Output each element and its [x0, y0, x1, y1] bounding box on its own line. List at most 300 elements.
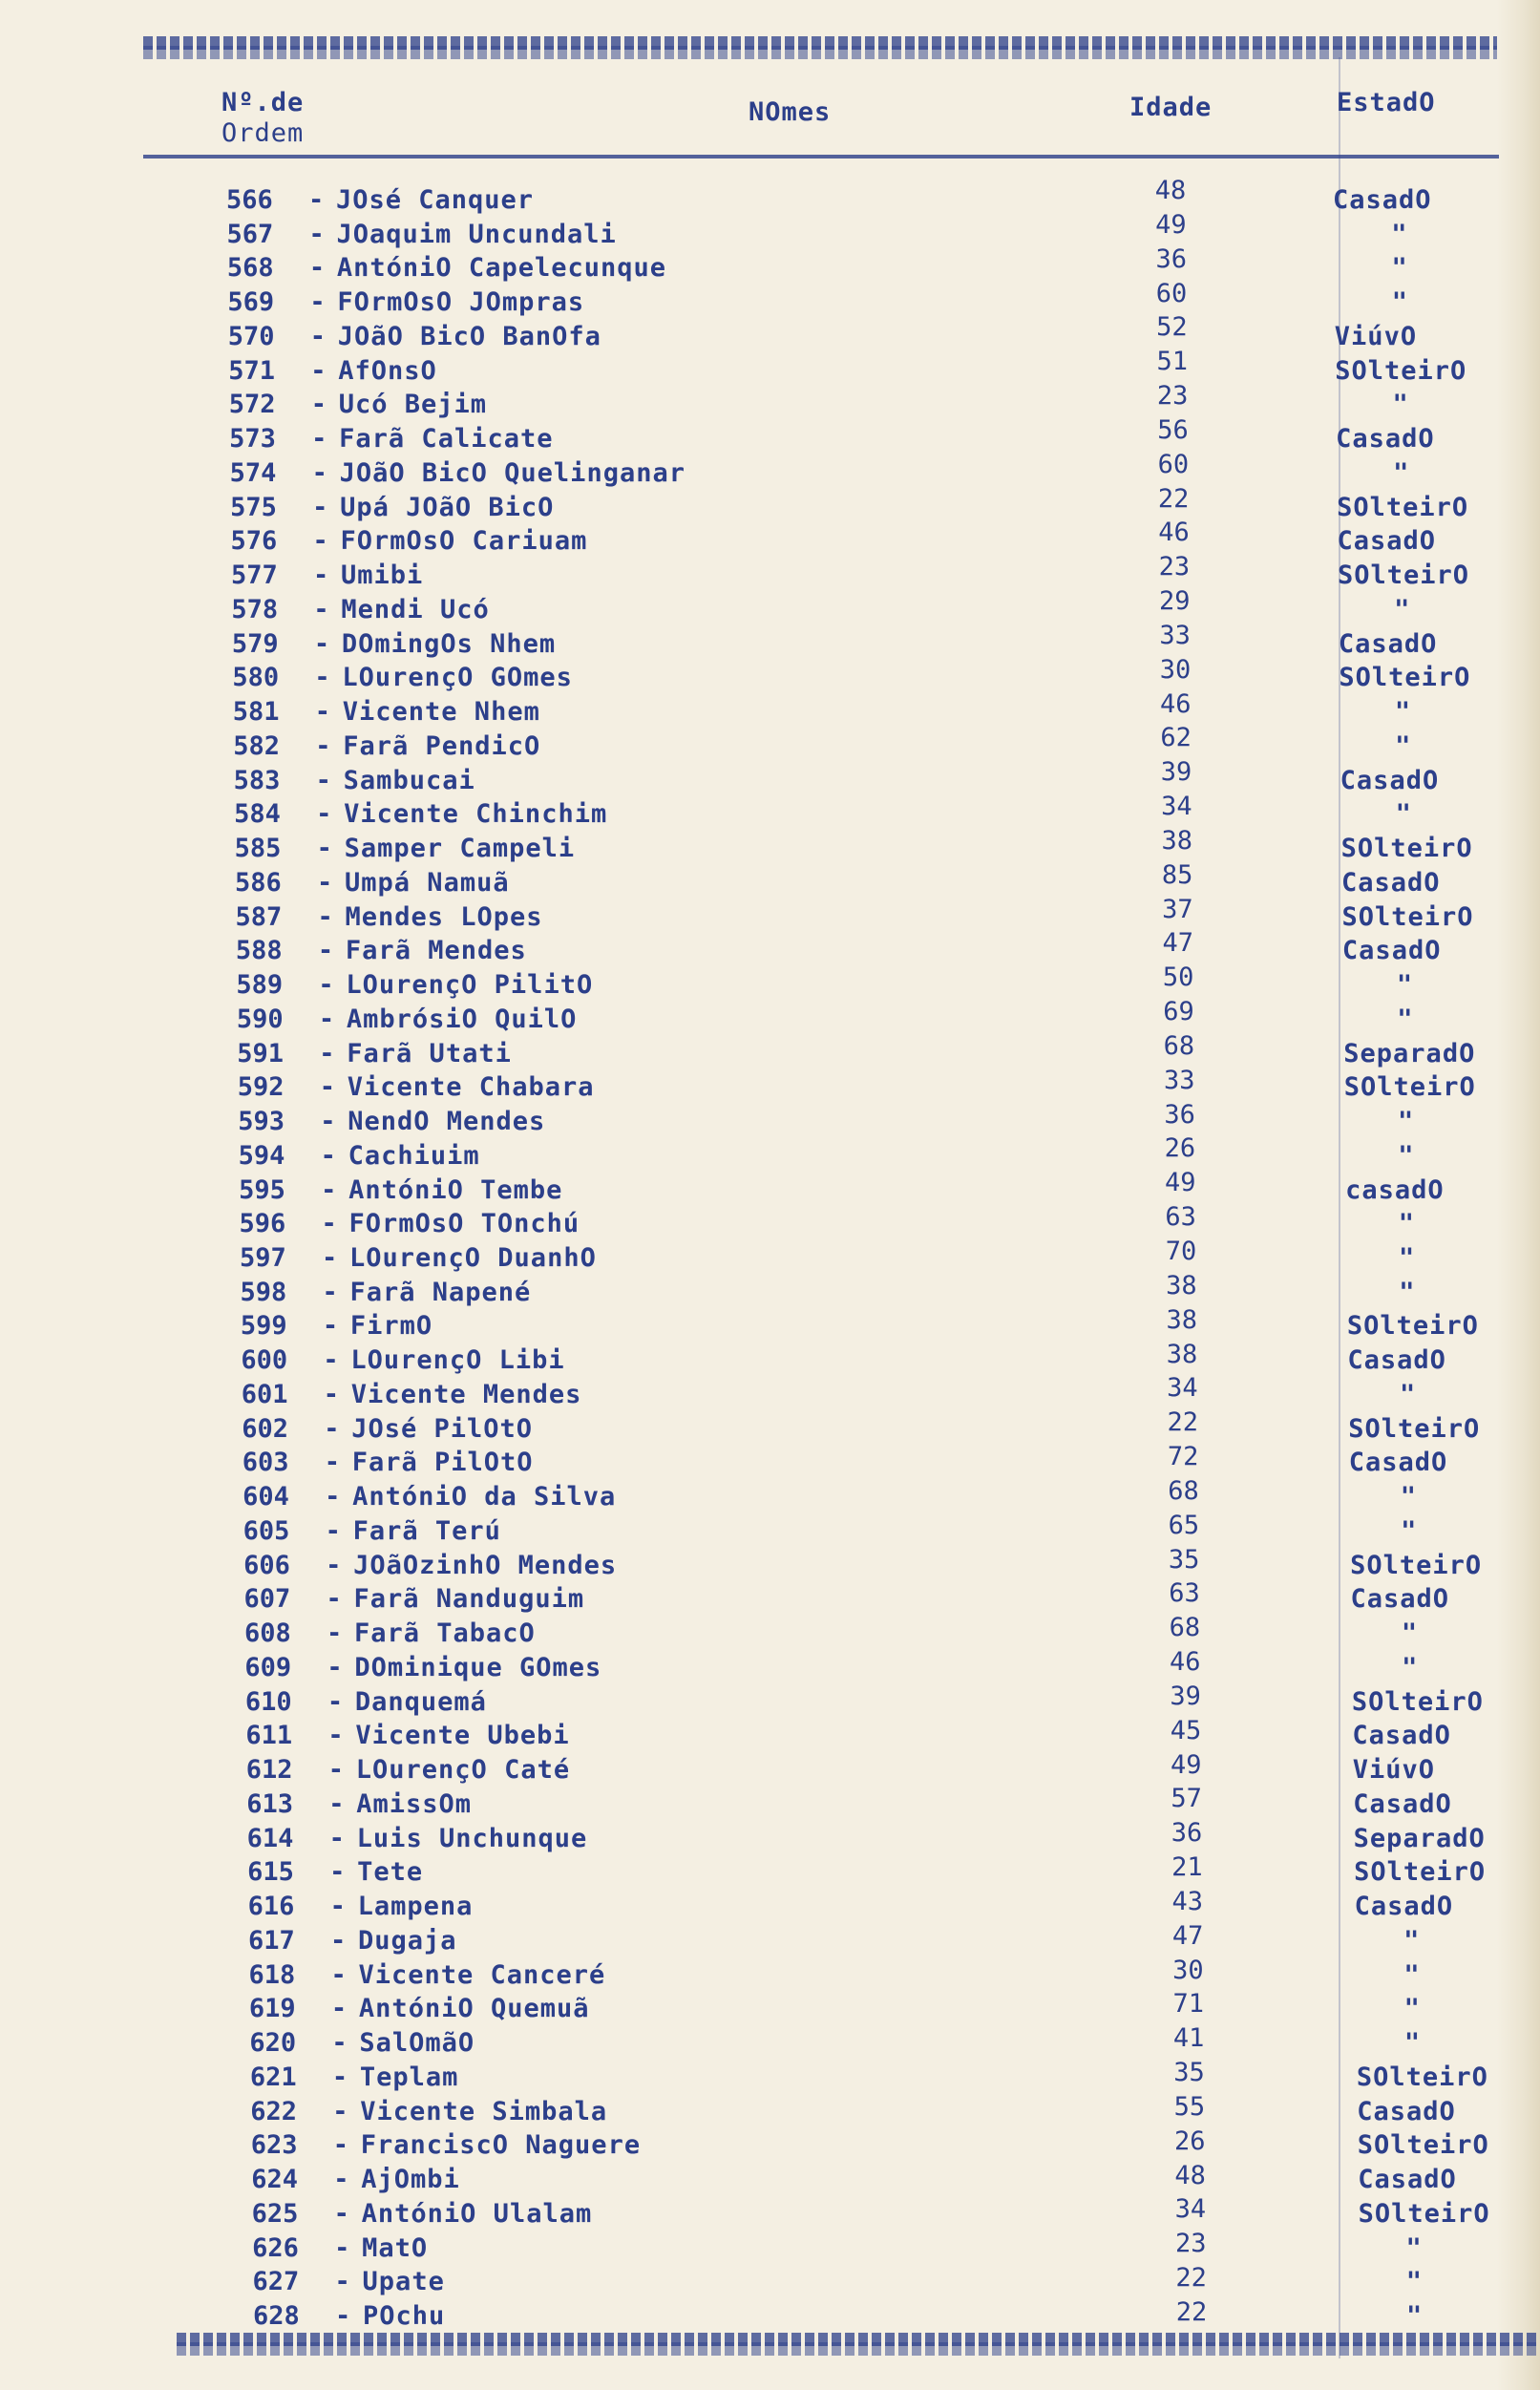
row-number: 601	[241, 1379, 288, 1409]
row-dash: -	[308, 219, 325, 249]
row-number: 604	[243, 1482, 289, 1512]
row-dash: -	[325, 1515, 341, 1546]
row-age: 30	[1159, 654, 1192, 685]
table-row	[0, 723, 1540, 764]
row-dash: -	[327, 1686, 344, 1717]
table-row	[0, 1099, 1540, 1139]
row-name: Lampena	[357, 1892, 474, 1922]
row-dash: -	[324, 1448, 340, 1478]
row-number: 613	[246, 1788, 293, 1819]
row-status: CasadO	[1354, 1892, 1454, 1922]
row-number: 588	[235, 936, 283, 966]
row-number: 611	[245, 1721, 293, 1751]
row-name: Teplam	[359, 2062, 459, 2092]
row-name: Farã Calicate	[339, 424, 554, 455]
table-row	[0, 414, 1540, 456]
row-dash: -	[333, 2165, 349, 2195]
row-age: 50	[1162, 962, 1194, 993]
row-age: 71	[1172, 1989, 1205, 2020]
row-number: 579	[231, 628, 279, 659]
row-number: 587	[235, 901, 283, 932]
row-dash: -	[318, 970, 334, 1001]
row-dash: -	[312, 492, 328, 522]
row-number: 610	[244, 1686, 292, 1717]
row-age: 63	[1165, 1202, 1196, 1233]
row-dash: -	[322, 1243, 338, 1273]
row-dash: -	[312, 526, 328, 557]
row-status: CasadO	[1341, 936, 1442, 966]
row-name: JOaquim Uncundali	[336, 219, 617, 249]
row-dash: -	[314, 697, 331, 728]
row-age: 51	[1156, 347, 1189, 377]
header-number-line2: Ordem	[222, 118, 305, 148]
row-dash: -	[327, 1652, 343, 1682]
row-age: 63	[1169, 1578, 1200, 1609]
row-status: CasadO	[1347, 1345, 1446, 1376]
row-status: SOlteirO	[1343, 1072, 1476, 1103]
table-row	[0, 1886, 1540, 1924]
row-age: 22	[1175, 2297, 1208, 2327]
row-dash: -	[321, 1174, 337, 1205]
table-row	[0, 586, 1540, 627]
row-name: Tete	[357, 1857, 424, 1888]
row-age: 69	[1163, 997, 1194, 1027]
row-number: 607	[243, 1584, 291, 1615]
row-number: 592	[237, 1072, 285, 1103]
row-name: Farã Napené	[349, 1277, 532, 1307]
row-dash: -	[329, 1857, 346, 1888]
row-age: 47	[1171, 1920, 1204, 1951]
table-row	[0, 1613, 1540, 1651]
row-status: "	[1394, 594, 1411, 624]
row-age: 33	[1163, 1065, 1195, 1095]
row-age: 57	[1171, 1784, 1202, 1814]
row-number: 616	[247, 1892, 295, 1922]
row-status: CasadO	[1341, 867, 1441, 898]
row-status: "	[1396, 970, 1414, 1001]
row-dash: -	[310, 390, 327, 420]
row-age: 68	[1168, 1475, 1199, 1506]
row-name: Upate	[362, 2267, 445, 2297]
row-number: 569	[227, 287, 275, 318]
row-status: CasadO	[1336, 424, 1435, 455]
row-dash: -	[335, 2301, 351, 2331]
table-row	[0, 1749, 1540, 1787]
row-dash: -	[315, 730, 331, 761]
row-status: "	[1405, 2232, 1423, 2263]
table-row	[0, 1237, 1540, 1276]
row-status: ViúvO	[1352, 1755, 1436, 1786]
row-status: "	[1403, 1959, 1421, 1990]
header-status: EstadO	[1337, 88, 1436, 117]
row-name: FOrmOsO JOmpras	[337, 287, 585, 318]
table-row	[0, 2058, 1540, 2095]
row-number: 617	[248, 1925, 295, 1956]
row-dash: -	[318, 1004, 335, 1034]
row-name: Upá JOãO BicO	[340, 492, 555, 522]
row-dash: -	[313, 594, 329, 624]
row-status: "	[1403, 2028, 1422, 2059]
row-name: MatO	[362, 2232, 429, 2263]
row-status: SOlteirO	[1348, 1413, 1481, 1444]
header-age: Idade	[1129, 93, 1213, 122]
row-dash: -	[317, 867, 333, 898]
row-name: Umpá Namuã	[345, 867, 510, 898]
row-status: "	[1391, 287, 1409, 318]
table-row	[0, 1442, 1540, 1480]
row-age: 23	[1175, 2229, 1207, 2259]
table-row	[0, 2194, 1540, 2231]
row-name: NendO Mendes	[348, 1107, 546, 1137]
row-number: 623	[250, 2130, 298, 2161]
row-number: 598	[240, 1277, 287, 1307]
row-number: 578	[231, 594, 279, 624]
row-name: Vicente Chinchim	[344, 799, 608, 830]
table-row	[0, 1681, 1540, 1720]
row-dash: -	[321, 1209, 337, 1239]
row-age: 60	[1155, 278, 1188, 308]
row-status: "	[1402, 1652, 1419, 1682]
row-status: SOlteirO	[1337, 492, 1469, 522]
row-age: 49	[1171, 1749, 1202, 1780]
row-number: 571	[228, 355, 276, 386]
row-age: 47	[1162, 928, 1194, 959]
row-name: AntóniO Tembe	[348, 1174, 563, 1205]
row-number: 584	[234, 799, 281, 830]
row-number: 577	[230, 560, 278, 591]
row-age: 36	[1164, 1099, 1195, 1130]
row-number: 590	[236, 1004, 284, 1034]
table-row	[0, 654, 1540, 695]
table-row	[0, 1133, 1540, 1174]
table-row	[0, 894, 1540, 935]
row-status: CasadO	[1340, 765, 1440, 795]
row-status: SeparadO	[1343, 1038, 1476, 1068]
row-dash: -	[317, 936, 334, 966]
row-dash: -	[331, 2028, 348, 2059]
row-dash: -	[308, 253, 326, 284]
row-dash: -	[328, 1788, 345, 1819]
row-number: 582	[233, 730, 280, 761]
row-name: Farã PendicO	[343, 730, 541, 761]
row-status: SOlteirO	[1354, 1857, 1487, 1888]
row-name: Mendi Ucó	[341, 594, 490, 624]
row-status: SOlteirO	[1346, 1311, 1479, 1342]
row-name: Ucó Bejim	[338, 390, 488, 420]
row-number: 567	[226, 219, 274, 249]
row-dash: -	[309, 287, 326, 318]
row-age: 48	[1174, 2160, 1206, 2190]
row-name: Danquemá	[354, 1686, 487, 1717]
row-name: LOurençO Caté	[355, 1755, 571, 1786]
table-row	[0, 483, 1540, 525]
row-name: Vicente Ubebi	[355, 1721, 570, 1751]
table-row	[0, 2023, 1540, 2061]
row-name: SalOmãO	[359, 2028, 475, 2059]
row-age: 62	[1160, 723, 1192, 753]
row-dash: -	[317, 901, 333, 932]
row-number: 606	[243, 1550, 290, 1580]
row-dash: -	[329, 1892, 346, 1922]
row-name: Mendes LOpes	[345, 901, 543, 932]
row-dash: -	[324, 1413, 340, 1444]
row-age: 22	[1175, 2263, 1207, 2294]
row-number: 600	[241, 1345, 288, 1376]
row-number: 593	[238, 1107, 285, 1137]
row-number: 628	[253, 2301, 300, 2331]
row-status: SOlteirO	[1339, 663, 1471, 693]
row-age: 23	[1158, 552, 1191, 582]
row-name: Samper Campeli	[344, 834, 576, 864]
row-dash: -	[325, 1482, 341, 1512]
row-name: JOsé PilOtO	[351, 1413, 534, 1444]
row-name: Farã TabacO	[353, 1618, 536, 1649]
row-name: JOãO BicO BanOfa	[337, 321, 601, 351]
row-dash: -	[311, 457, 327, 488]
row-dash: -	[315, 765, 331, 795]
table-row	[0, 243, 1540, 286]
row-number: 573	[229, 424, 276, 455]
table-row	[0, 859, 1540, 900]
row-age: 52	[1156, 312, 1188, 343]
row-number: 591	[237, 1038, 285, 1068]
row-number: 585	[234, 834, 282, 864]
table-row	[0, 1784, 1540, 1822]
row-number: 605	[243, 1515, 290, 1546]
row-dash: -	[323, 1379, 340, 1409]
row-age: 41	[1172, 2023, 1205, 2054]
row-number: 599	[240, 1311, 287, 1342]
row-age: 60	[1157, 449, 1190, 479]
row-dash: -	[328, 1823, 345, 1853]
table-row	[0, 381, 1540, 422]
row-name: DOminique GOmes	[354, 1652, 602, 1682]
row-age: 29	[1158, 586, 1191, 617]
row-status: "	[1398, 1209, 1415, 1239]
row-age: 38	[1161, 825, 1192, 856]
row-dash: -	[319, 1038, 335, 1068]
row-dash: -	[310, 355, 327, 386]
row-status: "	[1391, 219, 1408, 249]
row-number: 614	[246, 1823, 294, 1853]
row-dash: -	[319, 1072, 335, 1103]
row-name: Vicente Chabara	[347, 1072, 595, 1103]
row-number: 621	[249, 2062, 297, 2092]
row-age: 45	[1170, 1715, 1202, 1745]
row-status: SOlteirO	[1356, 2062, 1488, 2092]
row-name: AntóniO Quemuã	[358, 1994, 590, 2024]
row-status: "	[1399, 1277, 1416, 1307]
row-number: 596	[239, 1209, 286, 1239]
row-number: 602	[242, 1413, 289, 1444]
row-dash: -	[326, 1584, 342, 1615]
row-status: "	[1400, 1379, 1417, 1409]
row-number: 572	[228, 390, 276, 420]
row-status: "	[1398, 1140, 1415, 1171]
row-name: LOurençO Libi	[350, 1345, 565, 1376]
table-row	[0, 1168, 1540, 1208]
row-age: 68	[1163, 1030, 1195, 1061]
row-status: "	[1393, 457, 1410, 488]
row-age: 39	[1160, 757, 1192, 788]
row-name: AntóniO Capelecunque	[336, 253, 666, 284]
row-name: Farã Utati	[347, 1038, 512, 1068]
row-status: SOlteirO	[1350, 1550, 1483, 1580]
row-number: 608	[243, 1618, 291, 1649]
table-row	[0, 1920, 1540, 1958]
row-number: 566	[226, 185, 273, 215]
row-name: POchu	[363, 2301, 446, 2331]
row-name: FOrmOsO TOnchú	[348, 1209, 580, 1239]
row-age: 35	[1173, 2058, 1205, 2088]
row-dash: -	[316, 799, 332, 830]
row-number: 625	[251, 2198, 299, 2229]
row-status: CasadO	[1353, 1788, 1452, 1819]
row-number: 619	[248, 1994, 296, 2024]
table-row	[0, 2297, 1540, 2334]
row-status: "	[1394, 697, 1412, 728]
table-row	[0, 620, 1540, 662]
row-status: "	[1399, 1243, 1416, 1273]
row-name: Vicente Mendes	[350, 1379, 582, 1409]
row-status: "	[1397, 1004, 1414, 1034]
table-row	[0, 2091, 1540, 2129]
table-row	[0, 1647, 1540, 1685]
row-dash: -	[326, 1550, 342, 1580]
row-name: Luis Unchunque	[356, 1823, 588, 1853]
row-dash: -	[327, 1755, 345, 1786]
row-dash: -	[320, 1140, 336, 1171]
row-age: 35	[1168, 1544, 1200, 1575]
row-dash: -	[331, 2062, 348, 2092]
row-age: 38	[1166, 1339, 1198, 1369]
row-status: CasadO	[1338, 628, 1438, 659]
row-number: 615	[247, 1857, 294, 1888]
row-status: SeparadO	[1353, 1823, 1486, 1853]
row-dash: -	[330, 1994, 348, 2024]
row-dash: -	[322, 1311, 339, 1342]
row-status: casadO	[1345, 1174, 1445, 1205]
row-number: 595	[239, 1174, 285, 1205]
table-row	[0, 1030, 1540, 1071]
row-dash: -	[334, 2267, 350, 2297]
row-number: 620	[249, 2028, 297, 2059]
row-number: 612	[245, 1755, 293, 1786]
table-row	[0, 757, 1540, 798]
row-status: SOlteirO	[1337, 560, 1469, 591]
row-name: DOmingOs Nhem	[341, 628, 557, 659]
row-dash: -	[334, 2232, 350, 2263]
row-status: "	[1401, 1618, 1419, 1649]
table-row	[0, 209, 1540, 252]
row-dash: -	[308, 185, 325, 215]
row-status: SOlteirO	[1358, 2198, 1490, 2229]
row-dash: -	[309, 321, 327, 351]
row-age: 46	[1169, 1647, 1201, 1678]
table-row	[0, 688, 1540, 730]
table-row	[0, 1202, 1540, 1241]
row-dash: -	[327, 1721, 344, 1751]
row-dash: -	[320, 1107, 336, 1137]
row-status: CasadO	[1350, 1584, 1450, 1615]
row-number: 597	[240, 1243, 286, 1273]
table-row	[0, 1407, 1540, 1447]
row-name: Vicente Canceré	[358, 1959, 606, 1990]
row-name: Umibi	[340, 560, 424, 591]
table-row	[0, 552, 1540, 593]
row-name: Dugaja	[358, 1925, 457, 1956]
row-age: 26	[1164, 1133, 1196, 1164]
row-status: CasadO	[1333, 185, 1432, 215]
row-status: "	[1395, 730, 1412, 761]
row-dash: -	[316, 834, 332, 864]
table-row	[0, 1065, 1540, 1105]
row-name: Farã Nanduguim	[353, 1584, 585, 1615]
row-age: 26	[1173, 2126, 1206, 2156]
row-age: 30	[1172, 1955, 1204, 1985]
row-age: 56	[1157, 414, 1189, 445]
table-row	[0, 1510, 1540, 1549]
row-dash: -	[332, 2096, 348, 2126]
row-age: 23	[1156, 381, 1189, 412]
row-number: 570	[227, 321, 275, 351]
row-age: 43	[1171, 1886, 1203, 1916]
row-status: CasadO	[1352, 1721, 1451, 1751]
row-number: 626	[252, 2232, 299, 2263]
row-age: 34	[1161, 792, 1192, 822]
row-number: 575	[230, 492, 277, 522]
row-number: 622	[250, 2096, 298, 2126]
table-row	[0, 1578, 1540, 1617]
row-number: 627	[252, 2267, 300, 2297]
row-dash: -	[311, 424, 327, 455]
row-dash: -	[313, 628, 330, 659]
row-status: "	[1397, 1107, 1415, 1137]
row-age: 55	[1173, 2091, 1206, 2122]
row-number: 594	[238, 1140, 285, 1171]
row-age: 33	[1159, 620, 1191, 650]
table-row	[0, 1373, 1540, 1412]
table-row	[0, 997, 1540, 1037]
row-name: FOrmOsO Cariuam	[340, 526, 588, 557]
row-name: LOurençO PilitO	[346, 970, 594, 1001]
row-age: 85	[1161, 859, 1193, 890]
row-number: 581	[232, 697, 280, 728]
row-status: SOlteirO	[1335, 355, 1467, 386]
row-name: Farã Mendes	[345, 936, 527, 966]
row-status: "	[1392, 390, 1409, 420]
row-number: 583	[233, 765, 281, 795]
row-age: 21	[1171, 1852, 1203, 1883]
table-row	[0, 1715, 1540, 1753]
table-row	[0, 2126, 1540, 2163]
row-status: "	[1403, 1994, 1421, 2024]
row-age: 36	[1171, 1818, 1203, 1849]
row-name: Cachiuim	[348, 1140, 480, 1171]
row-number: 618	[248, 1959, 296, 1990]
row-status: SOlteirO	[1357, 2130, 1489, 2161]
table-row	[0, 176, 1540, 218]
row-name: LOurençO DuanhO	[349, 1243, 597, 1273]
table-row	[0, 518, 1540, 559]
row-age: 68	[1169, 1613, 1201, 1643]
table-row	[0, 1852, 1540, 1890]
table-row	[0, 1304, 1540, 1343]
row-name: Sambucai	[343, 765, 475, 795]
table-row	[0, 347, 1540, 389]
table-row	[0, 2160, 1540, 2197]
row-name: AjOmbi	[361, 2165, 460, 2195]
